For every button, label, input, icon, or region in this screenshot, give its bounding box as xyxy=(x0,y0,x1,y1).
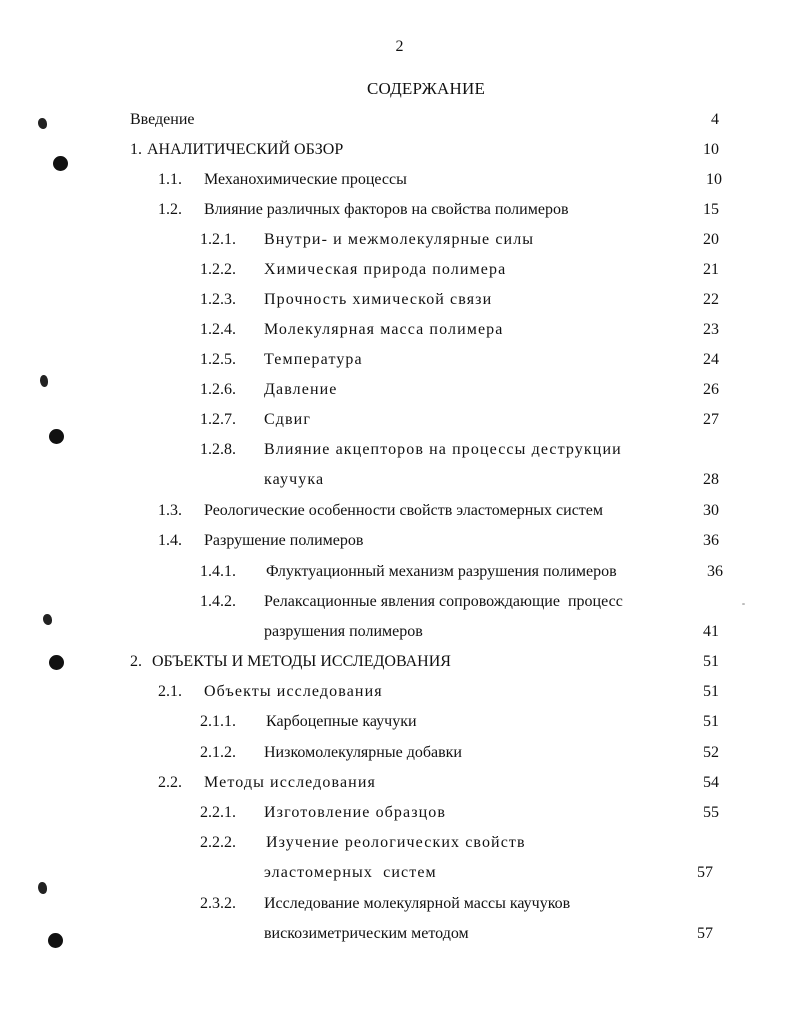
toc-entry-page: 28 xyxy=(703,471,719,488)
toc-entry-number: 2.2.1. xyxy=(200,804,236,821)
toc-entry-page: 51 xyxy=(703,683,719,700)
toc-entry-page: 23 xyxy=(703,321,719,338)
toc-entry-text: Влияние различных факторов на свойства полимеров xyxy=(204,201,569,218)
toc-entry-text: Внутри- и межмолекулярные силы xyxy=(264,231,535,248)
toc-entry-number: 1.2.5. xyxy=(200,351,236,368)
toc-entry-text: Прочность химической связи xyxy=(264,291,493,308)
toc-entry-number: 1.4.2. xyxy=(200,593,236,610)
toc-entry-page: 54 xyxy=(703,774,719,791)
toc-entry-text: Введение xyxy=(130,111,195,128)
toc-entry-text: АНАЛИТИЧЕСКИЙ ОБЗОР xyxy=(147,141,344,158)
toc-entry-page: 30 xyxy=(703,502,719,519)
toc-entry-text: эластомерных систем xyxy=(264,864,437,881)
toc-entry-page: 26 xyxy=(703,381,719,398)
toc-entry-page: 51 xyxy=(703,653,719,670)
toc-entry-page: 36 xyxy=(703,532,719,549)
binder-hole xyxy=(48,933,63,948)
toc-entry-number: 2.1.2. xyxy=(200,744,236,761)
toc-entry-number: 2. xyxy=(130,653,142,670)
toc-entry-page: 51 xyxy=(703,713,719,730)
toc-entry-number: 1.2.2. xyxy=(200,261,236,278)
toc-entry-text: каучука xyxy=(264,471,325,488)
toc-entry-page: 10 xyxy=(703,141,719,158)
toc-entry-page: 41 xyxy=(703,623,719,640)
toc-entry-text: Сдвиг xyxy=(264,411,311,428)
toc-entry-text: разрушения полимеров xyxy=(264,623,423,640)
toc-entry-text: Изготовление образцов xyxy=(264,804,447,821)
scan-speck xyxy=(43,614,52,625)
toc-entry-number: 1.2.8. xyxy=(200,441,236,458)
toc-entry-number: 1.2.7. xyxy=(200,411,236,428)
toc-entry-page: 52 xyxy=(703,744,719,761)
toc-entry-text: Влияние акцепторов на процессы деструкции xyxy=(264,441,622,458)
scan-speck xyxy=(742,603,745,605)
toc-entry-text: Объекты исследования xyxy=(204,683,383,700)
toc-entry-page: 57 xyxy=(697,864,713,881)
toc-entry-number: 1.2. xyxy=(158,201,182,218)
toc-entry-number: 1.2.6. xyxy=(200,381,236,398)
toc-entry-number: 2.2. xyxy=(158,774,182,791)
toc-entry-page: 57 xyxy=(697,925,713,942)
toc-entry-text: Флуктуационный механизм разрушения полимеров xyxy=(266,563,617,580)
toc-entry-number: 2.2.2. xyxy=(200,834,236,851)
page-number: 2 xyxy=(395,38,404,55)
toc-entry-page: 21 xyxy=(703,261,719,278)
toc-entry-text: Температура xyxy=(264,351,363,368)
toc-entry-number: 2.3.2. xyxy=(200,895,236,912)
scan-speck xyxy=(38,118,47,129)
toc-entry-text: ОБЪЕКТЫ И МЕТОДЫ ИССЛЕДОВАНИЯ xyxy=(152,653,451,670)
toc-entry-page: 24 xyxy=(703,351,719,368)
toc-entry-text: Низкомолекулярные добавки xyxy=(264,744,462,761)
toc-entry-text: Изучение реологических свойств xyxy=(266,834,526,851)
toc-entry-page: 10 xyxy=(706,171,722,188)
toc-entry-page: 20 xyxy=(703,231,719,248)
toc-entry-text: Реологические особенности свойств эластомерных систем xyxy=(204,502,604,519)
toc-entry-text: Давление xyxy=(264,381,338,398)
toc-entry-number: 1.2.4. xyxy=(200,321,236,338)
toc-entry-number: 1.3. xyxy=(158,502,182,519)
toc-entry-number: 1. xyxy=(130,141,142,158)
toc-entry-page: 27 xyxy=(703,411,719,428)
toc-entry-text: Молекулярная масса полимера xyxy=(264,321,504,338)
toc-entry-text: Методы исследования xyxy=(204,774,376,791)
toc-title: СОДЕРЖАНИЕ xyxy=(366,79,486,98)
toc-entry-text: Химическая природа полимера xyxy=(264,261,507,278)
toc-entry-text: Механохимические процессы xyxy=(204,171,407,188)
toc-entry-page: 22 xyxy=(703,291,719,308)
toc-entry-page: 55 xyxy=(703,804,719,821)
toc-entry-number: 1.2.1. xyxy=(200,231,236,248)
toc-entry-number: 2.1.1. xyxy=(200,713,236,730)
toc-entry-number: 1.4. xyxy=(158,532,182,549)
scan-speck xyxy=(40,375,48,387)
toc-entry-text: Исследование молекулярной массы каучуков xyxy=(264,895,571,912)
toc-entry-page: 15 xyxy=(703,201,719,218)
toc-entry-number: 2.1. xyxy=(158,683,182,700)
toc-entry-text: Карбоцепные каучуки xyxy=(266,713,417,730)
scan-speck xyxy=(38,882,47,894)
binder-hole xyxy=(49,429,64,444)
toc-entry-page: 4 xyxy=(711,111,719,128)
binder-hole xyxy=(53,156,68,171)
toc-entry-page: 36 xyxy=(707,563,723,580)
toc-entry-text: Разрушение полимеров xyxy=(204,532,364,549)
binder-hole xyxy=(49,655,64,670)
toc-entry-number: 1.2.3. xyxy=(200,291,236,308)
toc-entry-number: 1.4.1. xyxy=(200,563,236,580)
toc-entry-number: 1.1. xyxy=(158,171,182,188)
toc-entry-text: вискозиметрическим методом xyxy=(264,925,469,942)
toc-entry-text: Релаксационные явления сопровождающие процесс xyxy=(264,593,623,610)
